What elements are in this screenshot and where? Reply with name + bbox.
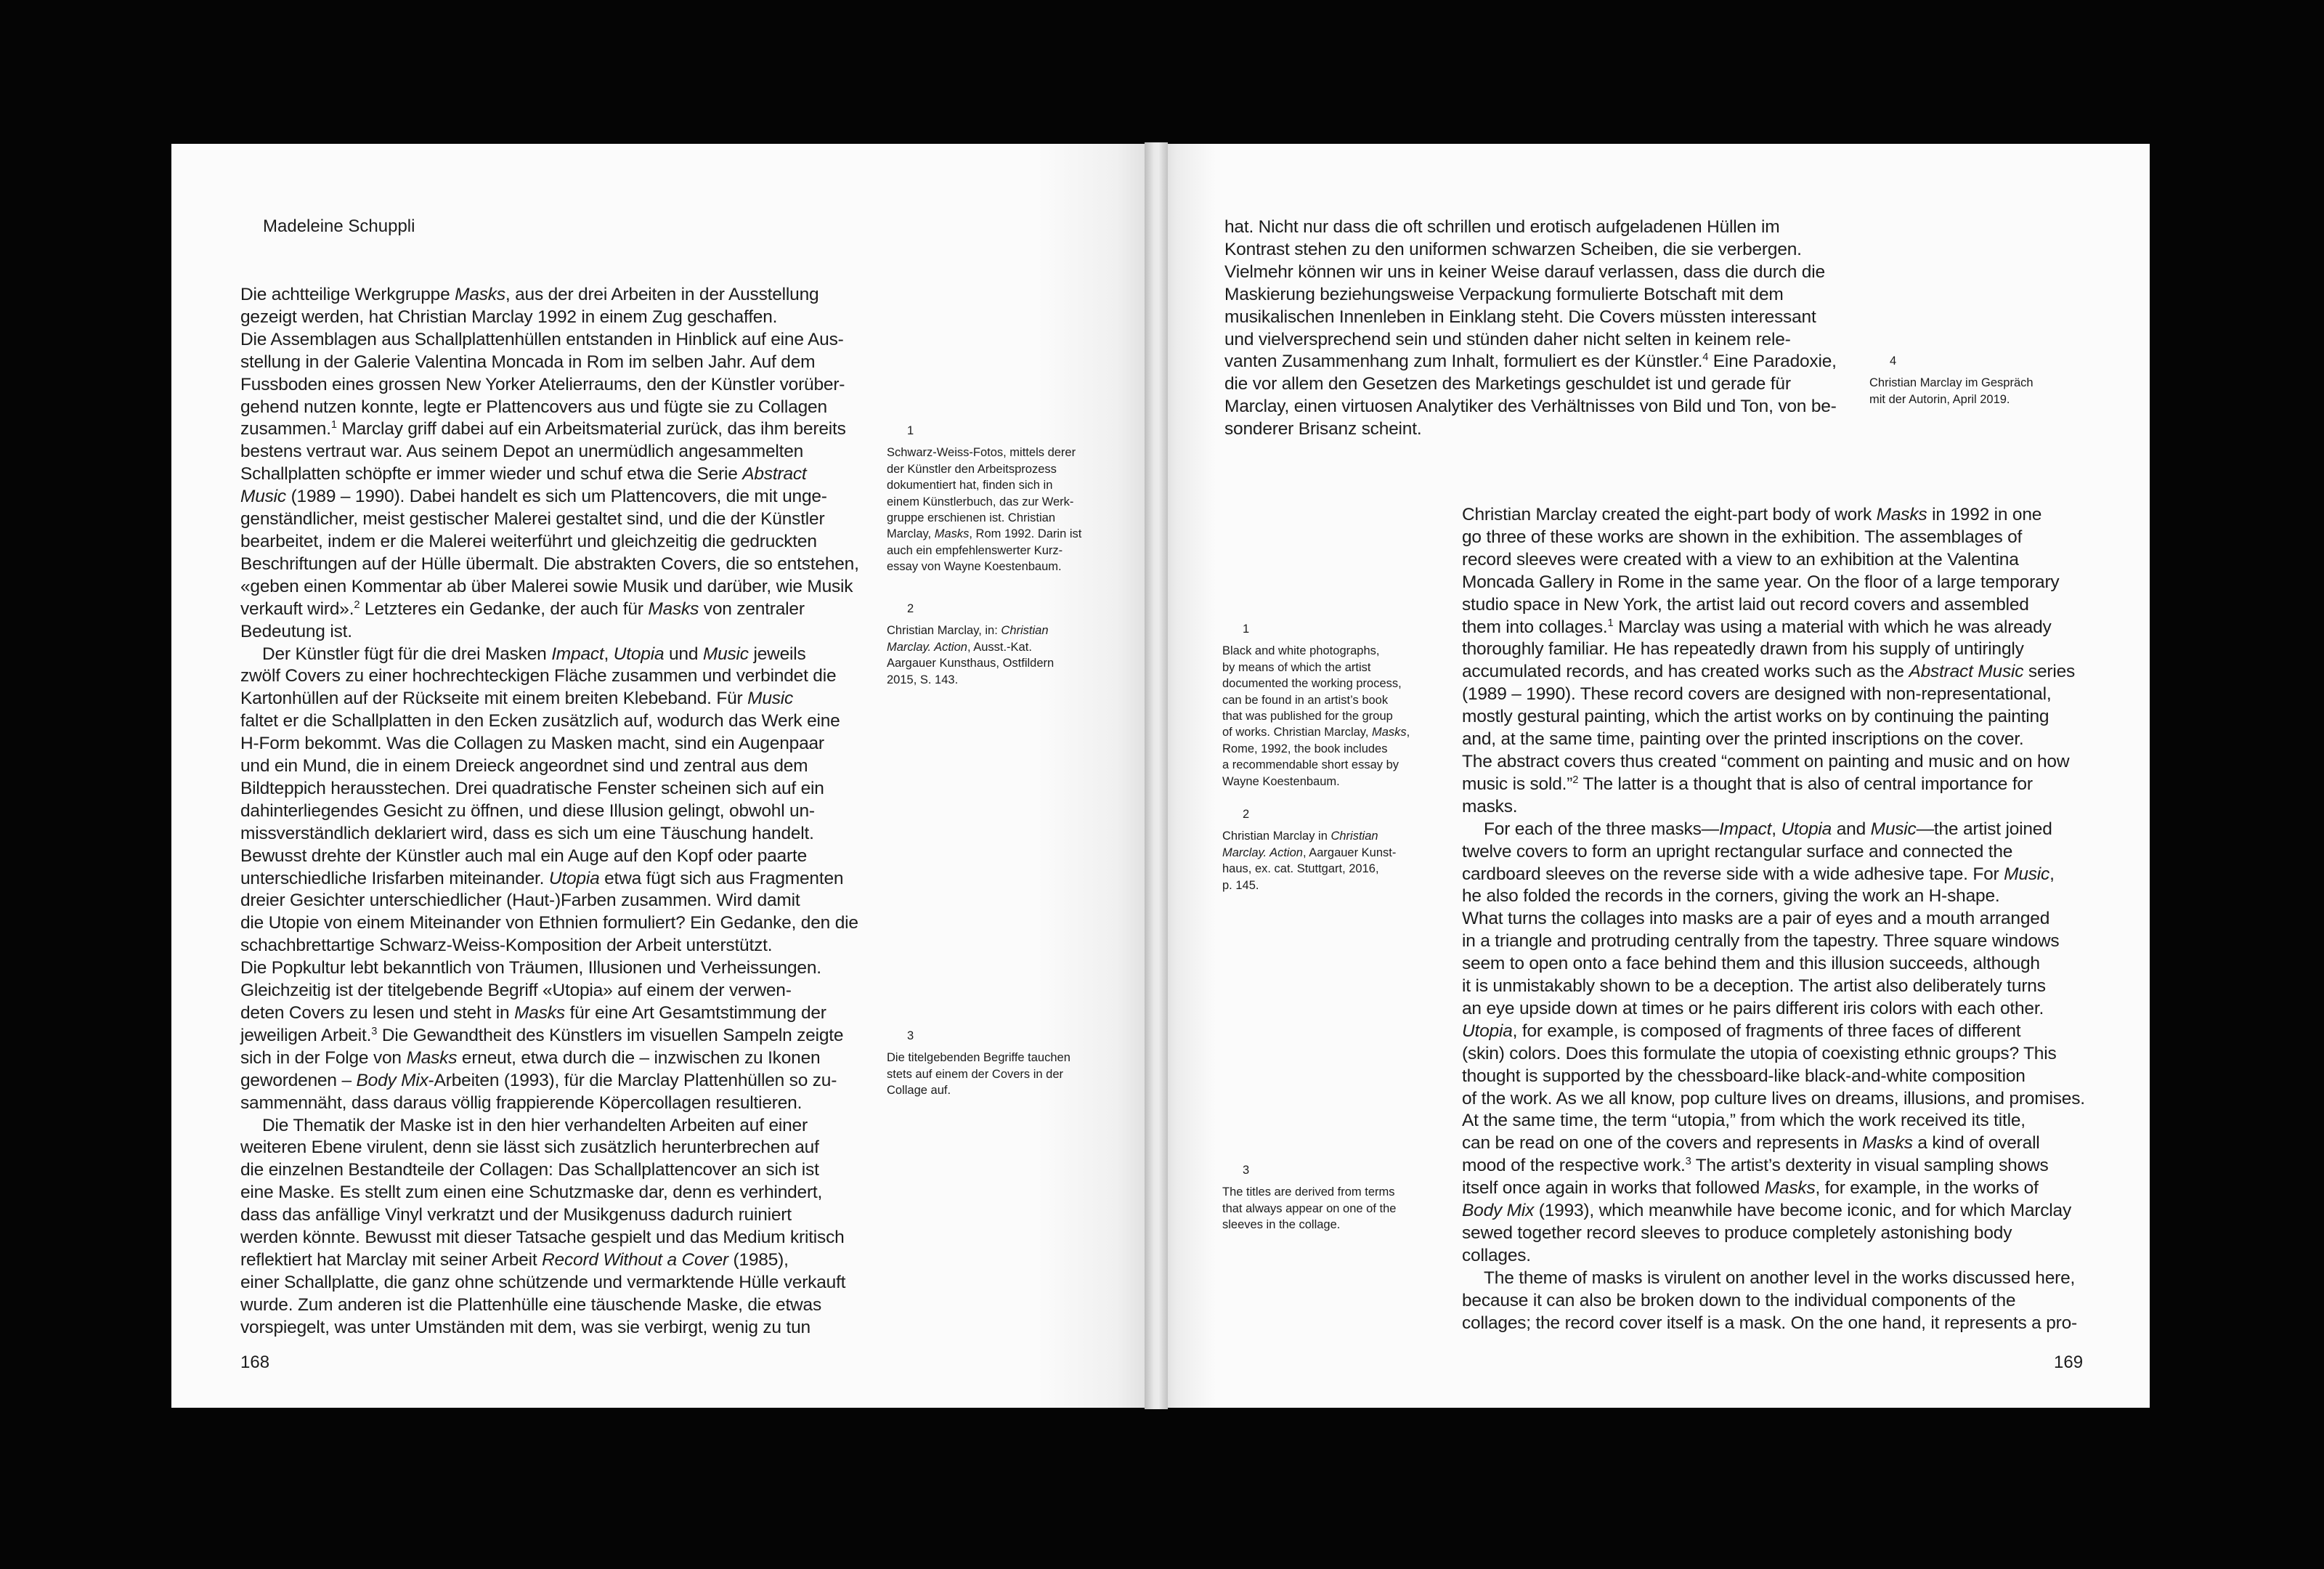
body-line: sewed together record sleeves to produce completely astonishing body bbox=[1462, 1223, 2012, 1243]
footnote-line: einem Künstlerbuch, das zur Werk- bbox=[887, 495, 1074, 508]
body-line: Die Assemblagen aus Schallplattenhüllen entstanden in Hinblick auf eine Aus- bbox=[240, 329, 844, 349]
body-line: Die achtteilige Werkgruppe Masks, aus der drei Arbeiten in der Ausstellung bbox=[240, 285, 819, 304]
footnote-line: p. 145. bbox=[1222, 878, 1259, 892]
body-line: Die Thematik der Maske ist in den hier verhandelten Arbeiten auf einer bbox=[262, 1115, 808, 1135]
body-line: und ein Mund, die in einem Dreieck angeordnet sind und zentral aus dem bbox=[240, 756, 808, 777]
footnote-line: sleeves in the collage. bbox=[1222, 1218, 1341, 1232]
footnote-line: documented the working process, bbox=[1222, 677, 1402, 691]
footnote-line: Black and white photographs, bbox=[1222, 644, 1380, 658]
body-line: thought is supported by the chessboard-like black-and-white composition bbox=[1462, 1066, 2026, 1086]
body-line: he also folded the records in the corners, giving the work an H-shape. bbox=[1462, 886, 2000, 907]
body-line: go three of these works are shown in the exhibition. The assemblages of bbox=[1462, 527, 2023, 547]
body-line: because it can also be broken down to the individual components of the bbox=[1462, 1290, 2016, 1310]
body-line: of the work. As we all know, pop culture lives on dreams, illusions, and promises. bbox=[1462, 1088, 2085, 1108]
footnote-line: Christian Marclay, in: Christian bbox=[887, 624, 1049, 638]
body-line: For each of the three masks—Impact, Utopia and Music—the artist joined bbox=[1484, 819, 2052, 839]
right-top-text bbox=[1224, 216, 1837, 441]
body-line: gehend nutzen konnte, legte er Plattencovers aus und fügte sie zu Collagen bbox=[240, 397, 827, 417]
body-line: musikalischen Innenleben in Einklang steht. Die Covers müssten interessant bbox=[1224, 307, 1816, 327]
left-footnote-3 bbox=[887, 1028, 1070, 1099]
footnote-line: Die titelgebenden Begriffe tauchen bbox=[887, 1051, 1070, 1065]
body-line: stellung in der Galerie Valentina Moncada in Rom im selben Jahr. Auf dem bbox=[240, 352, 816, 372]
body-line: faltet er die Schallplatten in den Ecken zusätzlich auf, wodurch das Werk eine bbox=[240, 711, 840, 731]
right-footnote-3 bbox=[1222, 1162, 1396, 1233]
body-line: bearbeitet, indem er die Malerei weiterführt und gleichzeitig die gedruckten bbox=[240, 531, 817, 551]
body-line: Marclay, einen virtuosen Analytiker des Verhältnisses von Bild und Ton, von be- bbox=[1224, 397, 1837, 417]
body-line: Gleichzeitig ist der titelgebende Begriff «Utopia» auf einem der verwen- bbox=[240, 981, 792, 1001]
body-line: die einzelnen Bestandteile der Collagen: Das Schallplattencover an sich ist bbox=[240, 1160, 819, 1180]
body-line: wurde. Zum anderen ist die Plattenhülle eine täuschende Maske, die etwas bbox=[240, 1294, 822, 1315]
body-line: Kontrast stehen zu den uniformen schwarzen Scheiben, die sie verbergen. bbox=[1224, 239, 1802, 259]
body-line: hat. Nicht nur dass die oft schrillen und erotisch aufgeladenen Hüllen im bbox=[1224, 217, 1780, 237]
body-line: Fussboden eines grossen New Yorker Atelierraums, den der Künstler vorüber- bbox=[240, 374, 845, 394]
body-line: in a triangle and protruding centrally from the tapestry. Three square windows bbox=[1462, 931, 2060, 952]
right-footnote-1 bbox=[1222, 621, 1410, 790]
body-line: zwölf Covers zu einer hochrechteckigen Fläche zusammen und verbindet die bbox=[240, 666, 837, 686]
footnote-line: that always appear on one of the bbox=[1222, 1201, 1397, 1215]
body-line: schachbrettartige Schwarz-Weiss-Komposition der Arbeit unterstützt. bbox=[240, 936, 773, 956]
author-name: Madeleine Schuppli bbox=[263, 216, 415, 236]
body-line: eine Maske. Es stellt zum einen eine Schutzmaske dar, denn es verhindert, bbox=[240, 1183, 823, 1203]
body-line: itself once again in works that followed Masks, for example, in the works of bbox=[1462, 1178, 2039, 1199]
body-line: Die Popkultur lebt bekanntlich von Träumen, Illusionen und Verheissungen. bbox=[240, 958, 821, 978]
body-line: gewordenen – Body Mix-Arbeiten (1993), für die Marclay Plattenhüllen so zu- bbox=[240, 1070, 837, 1090]
body-line: verkauft wird».$^2$ Letzteres ein Gedanke, der auch für Masks von zentraler bbox=[240, 599, 805, 619]
body-line: Schallplatten schöpfte er immer wieder und schuf etwa die Serie Abstract bbox=[240, 464, 807, 485]
body-line: unterschiedliche Irisfarben miteinander. Utopia etwa fügt sich aus Fragmenten bbox=[240, 868, 844, 888]
footnote-number: 3 bbox=[907, 1029, 914, 1042]
footnote-line: essay von Wayne Koestenbaum. bbox=[887, 560, 1062, 574]
body-line: reflektiert hat Marclay mit seiner Arbeit Record Without a Cover (1985), bbox=[240, 1249, 789, 1270]
body-line: and, at the same time, painting over the printed inscriptions on the cover. bbox=[1462, 729, 2024, 750]
body-line: Bewusst drehte der Künstler auch mal ein Auge auf den Kopf oder paarte bbox=[240, 846, 808, 866]
footnote-line: Marclay. Action, Ausst.-Kat. bbox=[887, 640, 1032, 654]
body-line: twelve covers to form an upright rectangular surface and connected the bbox=[1462, 841, 2013, 861]
footnote-line: der Künstler den Arbeitsprozess bbox=[887, 462, 1057, 476]
body-line: it is unmistakably shown to be a deception. The artist also deliberately turns bbox=[1462, 976, 2046, 997]
body-line: vorspiegelt, was unter Umständen mit dem, was sie verbirgt, wenig zu tun bbox=[240, 1317, 810, 1337]
left-footnote-1 bbox=[887, 423, 1081, 575]
footnote-line: auch ein empfehlenswerter Kurz- bbox=[887, 543, 1063, 557]
page-number-left: 168 bbox=[240, 1353, 270, 1372]
right-footnote-2 bbox=[1222, 806, 1396, 893]
footnote-number: 1 bbox=[907, 424, 914, 437]
body-line: sich in der Folge von Masks erneut, etwa durch die – inzwischen zu Ikonen bbox=[240, 1047, 821, 1068]
body-line: genständlicher, meist gestischer Malerei gestaltet sind, und die der Künstler bbox=[240, 509, 825, 530]
footnote-line: that was published for the group bbox=[1222, 710, 1393, 723]
footnote-number: 2 bbox=[907, 602, 914, 615]
footnote-line: Marclay. Action, Aargauer Kunst- bbox=[1222, 846, 1397, 859]
body-line: What turns the collages into masks are a pair of eyes and a mouth arranged bbox=[1462, 909, 2050, 929]
body-line: Christian Marclay created the eight-part body of work Masks in 1992 in one bbox=[1462, 505, 2042, 524]
footnote-line: Collage auf. bbox=[887, 1084, 951, 1098]
body-line: werden könnte. Bewusst mit dieser Tatsache gespielt und das Medium kritisch bbox=[240, 1228, 845, 1248]
page-number-right: 169 bbox=[2054, 1353, 2084, 1372]
body-line: jeweiligen Arbeit.$^3$ Die Gewandtheit des Künstlers im visuellen Sampeln zeigte bbox=[240, 1025, 844, 1045]
body-line: Der Künstler fügt für die drei Masken Impact, Utopia und Music jeweils bbox=[262, 644, 806, 664]
body-line: masks. bbox=[1462, 796, 1518, 816]
body-line: sammennäht, dass daraus völlig frappierende Köpercollagen resultieren. bbox=[240, 1092, 803, 1113]
body-line: mostly gestural painting, which the artist works on by continuing the painting bbox=[1462, 707, 2049, 727]
body-line: Utopia, for example, is composed of fragments of three faces of different bbox=[1462, 1021, 2021, 1041]
body-line: Kartonhüllen auf der Rückseite mit einem breiten Klebeband. Für Music bbox=[240, 689, 794, 709]
body-line: At the same time, the term “utopia,” from which the work received its title, bbox=[1462, 1111, 2026, 1131]
body-line: Bildteppich herausstechen. Drei quadratische Fenster scheinen sich auf ein bbox=[240, 778, 824, 798]
footnote-line: Aargauer Kunsthaus, Ostfildern bbox=[887, 657, 1055, 670]
body-line: collages; the record cover itself is a mask. On the one hand, it represents a pro- bbox=[1462, 1313, 2077, 1333]
body-line: seem to open onto a face behind them and this illusion succeeds, although bbox=[1462, 954, 2040, 974]
footnote-number: 4 bbox=[1890, 354, 1897, 368]
body-line: vanten Zusammenhang zum Inhalt, formuliert es der Künstler.$^4$ Eine Paradoxie, bbox=[1224, 352, 1837, 372]
body-line: (skin) colors. Does this formulate the utopia of coexisting ethnic groups? This bbox=[1462, 1043, 2057, 1063]
body-line: studio space in New York, the artist laid out record covers and assembled bbox=[1462, 594, 2029, 615]
body-line: dahinterliegendes Gesicht zu öffnen, und diese Illusion gelingt, obwohl un- bbox=[240, 800, 815, 821]
footnote-line: Christian Marclay im Gespräch bbox=[1869, 376, 2033, 390]
body-line: sonderer Brisanz scheint. bbox=[1224, 419, 1422, 439]
body-line: einer Schallplatte, die ganz ohne schützende und vermarktende Hülle verkauft bbox=[240, 1272, 846, 1292]
right-english-text bbox=[1462, 504, 2085, 1335]
body-line: (1989 – 1990). These record covers are designed with non-representational, bbox=[1462, 684, 2052, 705]
body-line: zusammen.$^1$ Marclay griff dabei auf ein Arbeitsmaterial zurück, das ihm bereits bbox=[240, 419, 846, 439]
body-line: «geben einen Kommentar ab über Malerei sowie Musik und darüber, wie Musik bbox=[240, 576, 853, 596]
body-line: Beschriftungen auf der Hülle übermalt. Die abstrakten Covers, die so entstehen, bbox=[240, 554, 859, 574]
footnote-line: Rome, 1992, the book includes bbox=[1222, 742, 1388, 755]
footnote-line: gruppe erschienen ist. Christian bbox=[887, 511, 1056, 525]
body-line: dreier Gesichter unterschiedlicher (Haut-)Farben zusammen. Wird damit bbox=[240, 891, 800, 911]
body-line: collages. bbox=[1462, 1245, 1531, 1265]
book-gutter bbox=[1145, 142, 1168, 1409]
body-line: H-Form bekommt. Was die Collagen zu Masken macht, sind ein Augenpaar bbox=[240, 734, 824, 754]
body-line: gezeigt werden, hat Christian Marclay 1992 in einem Zug geschaffen. bbox=[240, 307, 778, 327]
body-line: can be read on one of the covers and represents in Masks a kind of overall bbox=[1462, 1133, 2040, 1154]
body-line: deten Covers zu lesen und steht in Masks für eine Art Gesamtstimmung der bbox=[240, 1003, 826, 1023]
footnote-line: Wayne Koestenbaum. bbox=[1222, 774, 1340, 788]
footnote-number: 3 bbox=[1243, 1164, 1250, 1177]
body-line: weiteren Ebene virulent, denn sie lässt sich zusätzlich herunterbrechen auf bbox=[240, 1138, 819, 1158]
body-line: Maskierung beziehungsweise Verpackung formulierte Botschaft mit dem bbox=[1224, 284, 1784, 304]
body-line: Moncada Gallery in Rome in the same year. On the floor of a large temporary bbox=[1462, 572, 2060, 592]
body-line: bestens vertraut war. Aus seinem Depot an unermüdlich angesammelten bbox=[240, 442, 804, 462]
footnote-line: by means of which the artist bbox=[1222, 660, 1371, 674]
footnote-line: a recommendable short essay by bbox=[1222, 758, 1399, 772]
footnote-line: The titles are derived from terms bbox=[1222, 1185, 1395, 1199]
footnote-line: mit der Autorin, April 2019. bbox=[1869, 392, 2010, 406]
footnote-number: 1 bbox=[1243, 623, 1250, 636]
footnote-line: haus, ex. cat. Stuttgart, 2016, bbox=[1222, 862, 1379, 876]
body-line: Bedeutung ist. bbox=[240, 621, 352, 641]
right-footnote-4 bbox=[1869, 353, 2033, 408]
body-line: accumulated records, and has created works such as the Abstract Music series bbox=[1462, 662, 2076, 682]
footnote-line: Marclay, Masks, Rom 1992. Darin ist bbox=[887, 527, 1082, 541]
body-line: und vielversprechend sein und stünden daher nicht selten in keinem rele- bbox=[1224, 329, 1791, 349]
footnote-line: Christian Marclay in Christian bbox=[1222, 830, 1378, 843]
body-line: music is sold.”$^2$ The latter is a thought that is also of central importance for bbox=[1462, 774, 2033, 794]
body-line: Vielmehr können wir uns in keiner Weise darauf verlassen, dass die durch die bbox=[1224, 262, 1825, 282]
body-line: cardboard sleeves on the reverse side with a wide adhesive tape. For Music, bbox=[1462, 864, 2055, 884]
body-line: dass das anfällige Vinyl verkratzt und der Musikgenuss dadurch ruiniert bbox=[240, 1205, 792, 1225]
footnote-line: can be found in an artist’s book bbox=[1222, 693, 1389, 707]
body-line: die Utopie von einem Miteinander von Ethnien formuliert? Ein Gedanke, den die bbox=[240, 913, 858, 933]
footnote-line: stets auf einem der Covers in der bbox=[887, 1067, 1064, 1081]
body-line: The theme of masks is virulent on another level in the works discussed here, bbox=[1484, 1268, 2076, 1288]
left-footnote-2 bbox=[887, 601, 1054, 688]
footnote-line: Schwarz-Weiss-Fotos, mittels derer bbox=[887, 446, 1076, 460]
body-line: thoroughly familiar. He has repeatedly drawn from his supply of untiringly bbox=[1462, 639, 2024, 660]
footnote-line: of works. Christian Marclay, Masks, bbox=[1222, 726, 1410, 739]
body-line: Body Mix (1993), which meanwhile have become iconic, and for which Marclay bbox=[1462, 1201, 2072, 1221]
body-line: missverständlich deklariert wird, dass es sich um eine Täuschung handelt. bbox=[240, 823, 814, 843]
footnote-line: 2015, S. 143. bbox=[887, 673, 959, 686]
footnote-line: dokumentiert hat, finden sich in bbox=[887, 479, 1053, 492]
body-line: mood of the respective work.$^3$ The artist’s dexterity in visual sampling shows bbox=[1462, 1156, 2049, 1176]
body-line: The abstract covers thus created “comment on painting and music and on how bbox=[1462, 751, 2070, 771]
body-line: die vor allem den Gesetzen des Marketings geschuldet ist und gerade für bbox=[1224, 374, 1791, 394]
body-line: them into collages.$^1$ Marclay was using a material with which he was already bbox=[1462, 617, 2052, 637]
footnote-number: 2 bbox=[1243, 808, 1250, 821]
body-line: an eye upside down at times or he pairs different iris colors with each other. bbox=[1462, 998, 2044, 1018]
body-line: Music (1989 – 1990). Dabei handelt es sich um Plattencovers, die mit unge- bbox=[240, 487, 827, 507]
left-body-text bbox=[240, 284, 859, 1339]
body-line: record sleeves were created with a view to an exhibition at the Valentina bbox=[1462, 549, 2019, 569]
